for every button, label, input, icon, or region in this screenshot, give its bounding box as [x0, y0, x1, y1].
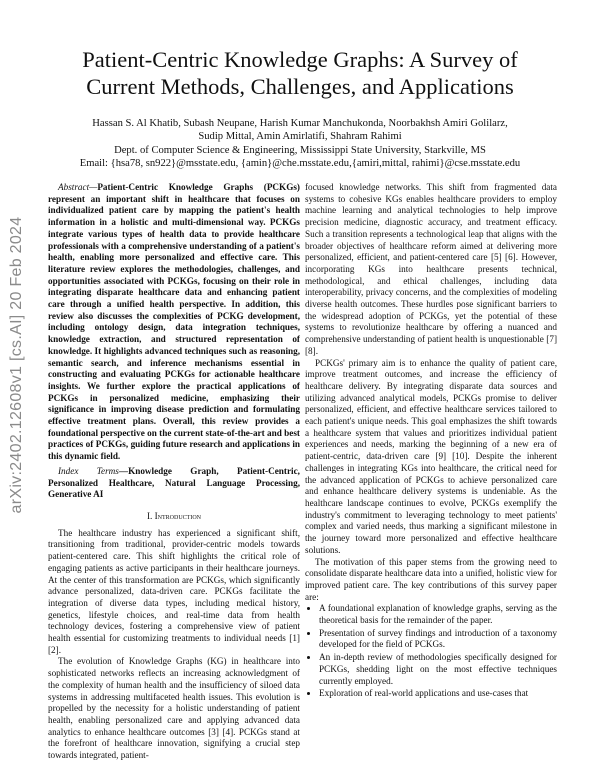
- intro-paragraph-2: The evolution of Knowledge Graphs (KG) in healthcare into sophisticated networks reflects an increasing acknowledgment of the complexity of human health and the insufficiency of siloed data systems in addressing multifaceted health issues. This evolution is propelled by the necessity for a holistic understanding of patient health, enabling personalized care and applying advanced data analytics to enhance healthcare outcomes [3] [4]. PCKGs stand at the forefront of healthcare innovation, signifying a crucial step towards integrated, patient-: [48, 656, 300, 761]
- intro-paragraph-1: The healthcare industry has experienced a significant shift, transitioning from traditional, provider-centric models towards patient-centered care. This shift highlights the critical role of engaging patients as active participants in their healthcare journeys. At the center of this transformation are PCKGs, which significantly advance personalized, data-driven care. PCKGs facilitate the integration of diverse data types, including medical history, genetics, lifestyle choices, and real-time data from health technology devices, fostering a comprehensive view of patient health essential for customizing treatments to individual needs [1] [2].: [48, 527, 300, 655]
- section-heading-introduction: I. Introduction: [146, 510, 202, 521]
- contributions-list: [305, 603, 557, 700]
- left-column: [48, 182, 300, 762]
- author-block: [40, 117, 560, 170]
- title-line-2: Current Methods, Challenges, and Applications: [86, 74, 514, 99]
- right-column: [305, 182, 557, 701]
- authors-line-1: Hassan S. Al Khatib, Subash Neupane, Harish Kumar Manchukonda, Noorbakhsh Amiri Golilarz,: [92, 118, 508, 129]
- authors-line-2: Sudip Mittal, Amin Amirlatifi, Shahram Rahimi: [198, 131, 402, 143]
- intro-paragraph-5: The motivation of this paper stems from the growing need to consolidate disparate healthcare data into a unified, holistic view for improved patient care. The key contributions of this survey paper are:: [305, 556, 557, 602]
- arxiv-identifier: [6, 150, 28, 580]
- index-terms: [48, 466, 300, 501]
- intro-paragraph-3: focused knowledge networks. This shift from fragmented data systems to cohesive KGs enables healthcare providers to employ machine learning and analytical technologies to help improve precision medicine, diagnostic accuracy, and treatment efficacy. Such a transition represents a technological leap that aligns with the broader objectives of healthcare reform aimed at delivering more personalized, efficient, and patient-centered care [5] [6]. However, incorporating KGs into healthcare presents technical, methodological, and ethical challenges, including data interoperability, privacy concerns, and the complexities of modeling diverse health outcomes. These hurdles pose significant barriers to the widespread adoption of PCKGs, yet the potential of these systems to revolutionize healthcare by offering a nuanced and comprehensive understanding of patient health is unquestionable [7] [8].: [305, 182, 557, 356]
- abstract-label: Abstract—: [58, 182, 98, 192]
- affiliation: Dept. of Computer Science & Engineering, Mississippi State University, Starkville, MS: [114, 144, 486, 156]
- list-item: • A foundational explanation of knowledge graphs, serving as the theoretical basis for the remainder of the paper.: [319, 603, 557, 626]
- paper-title: [40, 46, 560, 100]
- intro-paragraph-4: PCKGs' primary aim is to enhance the quality of patient care, improve treatment outcomes, and increase the efficiency of healthcare delivery. By integrating disparate data sources and utilizing advanced analytical models, PCKGs promise to deliver personalized, efficient, and effective healthcare services tailored to each patient's unique needs. This goal emphasizes the shift towards a healthcare system that values and prioritizes individual patient experiences and needs, marking the beginning of a new era of patient-centric, data-driven care [9] [10]. Despite the inherent challenges in integrating KGs into healthcare, the critical need for the advanced application of PCKGs to achieve personalized care and enhance healthcare delivery systems is undeniable. As the healthcare landscape continues to evolve, PCKGs exemplify the industry's commitment to leveraging technology to meet patients' complex and varied needs, thus marking a significant milestone in the journey toward more personalized and effective healthcare solutions.: [305, 357, 557, 555]
- abstract-text: Patient-Centric Knowledge Graphs (PCKGs) represent an important shift in healthcare that focuses on individualized patient care by mapping the patient's health information in a holistic and multi-dimensional way. PCKGs integrate various types of health data to provide healthcare professionals with a comprehensive understanding of a patient's health, enabling more personalized and effective care. This literature review explores the methodologies, challenges, and opportunities associated with PCKGs, focusing on their role in integrating disparate healthcare data and enhancing patient care through a unified health perspective. In addition, this review also discusses the complexities of PCKG development, including ontology design, data integration techniques, knowledge extraction, and structured representation of knowledge. It highlights advanced techniques such as reasoning, semantic search, and inference mechanisms essential in constructing and evaluating PCKGs for actionable healthcare insights. We further explore the practical applications of PCKGs in personalized medicine, emphasizing their significance in improving disease prediction and formulating effective treatment plans. Overall, this review provides a foundational perspective on the current state-of-the-art and best practices of PCKGs, guiding future research and applications in this dynamic field.: [48, 182, 300, 462]
- index-terms-text: —Knowledge Graph, Patient-Centric, Personalized Healthcare, Natural Language Processing, Generative AI: [48, 465, 300, 500]
- list-item: • Presentation of survey findings and introduction of a taxonomy developed for the field of PCKGs.: [319, 628, 557, 651]
- abstract: [48, 182, 300, 463]
- list-item: • An in-depth review of methodologies specifically designed for PCKGs, shedding light on the most effective techniques currently employed.: [319, 652, 557, 687]
- index-terms-label: Index Terms: [58, 465, 119, 476]
- email: Email: {hsa78, sn922}@msstate.edu, {amin}@che.msstate.edu,{amiri,mittal, rahimi}@cse.msstate.edu: [79, 157, 521, 169]
- title-line-1: Patient-Centric Knowledge Graphs: A Survey of: [82, 47, 518, 72]
- arxiv-id-text: arXiv:2402.12608v1 [cs.AI] 20 Feb 2024: [8, 216, 25, 514]
- list-item: • Exploration of real-world applications and use-cases that: [319, 688, 557, 700]
